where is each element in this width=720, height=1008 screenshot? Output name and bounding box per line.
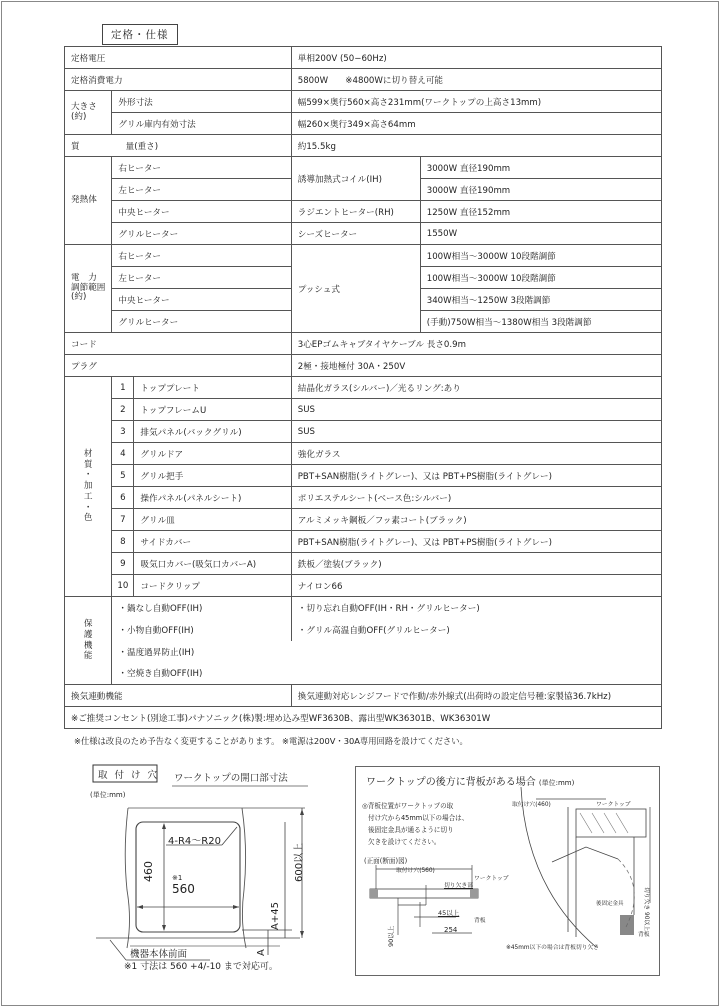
worktop-hatch <box>370 889 378 898</box>
protection-group-label: 保 護 機 能 <box>65 597 112 685</box>
backboard-title <box>366 773 574 788</box>
overall-dim-label: 600以上 <box>294 842 305 882</box>
power-range-label: 中央ヒーター <box>112 289 291 311</box>
table-row <box>65 465 662 487</box>
protection-item <box>291 641 661 663</box>
table-row <box>65 531 662 553</box>
cutout-title: ワークトップの開口部寸法 <box>174 773 288 784</box>
weight-label <box>65 135 292 157</box>
size-label: 外形寸法 <box>112 91 291 113</box>
material-label: トッププレート <box>134 377 291 399</box>
protection-item: ・グリル高温自動OFF(グリルヒーター) <box>291 619 661 641</box>
heater-value: 1250W 直径152mm <box>420 201 661 223</box>
table-row <box>65 597 662 619</box>
heater-type: 誘導加熱式コイル(IH) <box>291 157 420 201</box>
cutout-note: ※1 寸法は 560 +4/-10 まで対応可。 <box>124 962 278 972</box>
cord-value: 3心EPゴムキャブタイヤケーブル 長さ0.9m <box>291 333 661 355</box>
materials-group-label: 材 質 ・ 加 工 ・ 色 <box>65 377 112 597</box>
table-row <box>65 399 662 421</box>
material-value: 強化ガラス <box>291 443 661 465</box>
table-row <box>65 377 662 399</box>
table-row <box>65 663 662 685</box>
table-row <box>65 245 662 267</box>
power-range-line3: (約) <box>71 292 87 303</box>
table-row <box>65 553 662 575</box>
worktop-label-side: ワークトップ <box>596 802 631 808</box>
power-range-value: 100W相当〜3000W 10段階調節 <box>420 245 661 267</box>
weight-value: 約15.5kg <box>291 135 661 157</box>
hole-460-label: 取付け穴(460) <box>512 802 551 808</box>
heater-group-label: 発熱体 <box>65 157 112 245</box>
table-row <box>65 685 662 707</box>
backboard-label-front: 背板 <box>474 918 486 924</box>
material-label: サイドカバー <box>134 531 291 553</box>
table-row <box>65 509 662 531</box>
material-no: 10 <box>112 575 134 597</box>
protection-item <box>291 663 661 685</box>
backboard-title-text: ワークトップの後方に背板がある場合 <box>366 777 536 788</box>
note-line: 後固定金具が通るように切り <box>368 826 454 834</box>
section-title: 定格・仕様 <box>102 24 178 45</box>
heater-label: 右ヒーター <box>112 157 291 179</box>
material-value: 結晶化ガラス(シルバー)／光るリング:あり <box>291 377 661 399</box>
worktop-hatch <box>580 813 628 833</box>
table-row <box>65 707 662 729</box>
heater-label: 左ヒーター <box>112 179 291 201</box>
size-label: グリル庫内有効寸法 <box>112 113 291 135</box>
heater-label: 中央ヒーター <box>112 201 291 223</box>
material-no: 4 <box>112 443 134 465</box>
worktop-edge-left <box>125 808 129 948</box>
hole-560-label: 取付け穴(560) <box>396 868 435 874</box>
table-row <box>65 619 662 641</box>
size-value: 幅260×奥行349×高さ64mm <box>291 113 661 135</box>
power-range-line2: 調節範囲 <box>71 282 106 293</box>
depth-label: 460 <box>142 861 155 882</box>
table-row <box>65 201 662 223</box>
front-label: 機器本体前面 <box>130 949 188 960</box>
protection-item: ・小物自動OFF(IH) <box>112 619 291 641</box>
arrow-icon <box>162 823 166 829</box>
material-no: 3 <box>112 421 134 443</box>
material-no: 7 <box>112 509 134 531</box>
arrow-icon <box>137 905 143 909</box>
protection-item: ・空焼き自動OFF(IH) <box>112 663 291 685</box>
arrow-icon <box>233 905 239 909</box>
material-label: グリル把手 <box>134 465 291 487</box>
table-row <box>65 223 662 245</box>
corner-radius-label: 4-R4〜R20 <box>168 836 221 847</box>
arrow-icon <box>300 931 304 937</box>
material-value: 鉄板／塗装(ブラック) <box>291 553 661 575</box>
material-label: グリル皿 <box>134 509 291 531</box>
radius-leader <box>222 827 237 845</box>
heater-value: 3000W 直径190mm <box>420 157 661 179</box>
material-label: グリルドア <box>134 443 291 465</box>
heater-type: ラジエントヒーター(RH) <box>291 201 420 223</box>
material-value: アルミメッキ鋼板／フッ素コート(ブラック) <box>291 509 661 531</box>
plug-label: プラグ <box>65 355 292 377</box>
table-row <box>65 47 662 69</box>
material-no: 1 <box>112 377 134 399</box>
power-range-value: 340W相当〜1250W 3段階調節 <box>420 289 661 311</box>
material-value: PBT+SAN樹脂(ライトグレー)、又は PBT+PS樹脂(ライトグレー) <box>291 531 661 553</box>
material-value: ポリエステルシート(ベース色:シルバー) <box>291 487 661 509</box>
power-range-value: 100W相当〜3000W 10段階調節 <box>420 267 661 289</box>
table-row <box>65 487 662 509</box>
material-value: SUS <box>291 421 661 443</box>
backboard-unit: (単位:mm) <box>538 779 575 787</box>
front-leader <box>110 940 126 960</box>
power-range-group-label <box>65 245 112 333</box>
note-line: ◎背板位置がワークトップの取 <box>362 802 454 810</box>
rated-voltage-value: 単相200V (50−60Hz) <box>291 47 661 69</box>
worktop-section <box>370 889 478 898</box>
note-line: 欠きを設けてください。 <box>368 838 441 846</box>
ventilation-value: 換気連動対応レンジフードで作動/赤外線式(出荷時の設定信号種:家製協36.7kHz) <box>291 685 661 707</box>
cutout-diagram <box>60 760 340 970</box>
cutout-title-box-text: 取 付 け 穴 <box>98 770 160 781</box>
footnote: ※仕様は改良のため予告なく変更することがあります。 ※電源は200V・30A専用回路を設けてください。 <box>74 736 468 746</box>
notch-90-label: 切り欠き 90以上 <box>643 887 649 932</box>
front-view-label: (正面(断面)図) <box>364 857 408 865</box>
material-label: トップフレームU <box>134 399 291 421</box>
material-label: 吸気口カバー(吸気口カバーA) <box>134 553 291 575</box>
cord-label: コード <box>65 333 292 355</box>
table-row <box>65 135 662 157</box>
table-row <box>65 333 662 355</box>
rated-voltage-label: 定格電圧 <box>65 47 292 69</box>
rated-power-value: 5800W ※4800Wに切り替え可能 <box>291 69 661 91</box>
material-no: 5 <box>112 465 134 487</box>
bracket-shape <box>552 847 618 862</box>
table-row <box>65 69 662 91</box>
plug-value: 2極・接地極付 30A・250V <box>291 355 661 377</box>
material-no: 9 <box>112 553 134 575</box>
side-dim-label: A+45 <box>270 902 281 930</box>
bracket-label: 後固定金具 <box>596 901 624 907</box>
spec-table <box>64 46 662 729</box>
table-row <box>65 421 662 443</box>
rated-power-label: 定格消費電力 <box>65 69 292 91</box>
worktop-edge-right <box>242 808 246 948</box>
material-no: 2 <box>112 399 134 421</box>
material-value: SUS <box>291 399 661 421</box>
min90-label: 90以上 <box>387 925 395 947</box>
power-range-label: グリルヒーター <box>112 311 291 333</box>
table-row <box>65 641 662 663</box>
power-range-value: (手動)750W相当〜1380W相当 3段階調節 <box>420 311 661 333</box>
weight-label-a: 質 <box>71 141 80 152</box>
material-no: 8 <box>112 531 134 553</box>
bottom-note: ※45mm以下の場合は背板切り欠き <box>506 945 600 951</box>
heater-label: グリルヒーター <box>112 223 291 245</box>
heater-type: シーズヒーター <box>291 223 420 245</box>
table-row <box>65 443 662 465</box>
unit-body-curve <box>521 787 596 947</box>
power-range-line1: 電 力 <box>71 272 97 283</box>
worktop-hatch <box>470 889 478 898</box>
power-range-type: プッシュ式 <box>291 245 420 333</box>
power-range-label: 左ヒーター <box>112 267 291 289</box>
material-no: 6 <box>112 487 134 509</box>
a-label: A <box>256 949 267 956</box>
backboard-diagram <box>355 766 660 976</box>
backboard-label-side: 背板 <box>638 932 650 938</box>
worktop-side <box>576 809 646 837</box>
table-row <box>65 575 662 597</box>
table-row <box>65 157 662 179</box>
material-value: ナイロン66 <box>291 575 661 597</box>
weight-label-b: 量(重さ) <box>125 141 159 152</box>
material-label: 排気パネル(バックグリル) <box>134 421 291 443</box>
material-label: 操作パネル(パネルシート) <box>134 487 291 509</box>
outlet-note: ※ご推奨コンセント(別途工事)パナソニック(株)製:埋め込み型WF3630B、露出型WK36301B、WK36301W <box>65 707 662 729</box>
heater-value: 1550W <box>420 223 661 245</box>
heater-value: 3000W 直径190mm <box>420 179 661 201</box>
size-group-label: 大きさ (約) <box>65 91 112 135</box>
protection-item: ・切り忘れ自動OFF(IH・RH・グリルヒーター) <box>291 597 661 619</box>
width-label: 560 <box>172 882 195 896</box>
material-value: PBT+SAN樹脂(ライトグレー)、又は PBT+PS樹脂(ライトグレー) <box>291 465 661 487</box>
size-value: 幅599×奥行560×高さ231mm(ワークトップの上高さ13mm) <box>291 91 661 113</box>
arrow-icon <box>300 809 304 815</box>
note-line: 付け穴から45mm以下の場合は、 <box>368 814 469 822</box>
min45-label: 45以上 <box>438 909 460 917</box>
power-range-label: 右ヒーター <box>112 245 291 267</box>
protection-item: ・温度過昇防止(IH) <box>112 641 291 663</box>
worktop-label-front: ワークトップ <box>474 876 509 882</box>
material-label: コードクリップ <box>134 575 291 597</box>
protection-item: ・鍋なし自動OFF(IH) <box>112 597 291 619</box>
table-row <box>65 355 662 377</box>
table-row <box>65 91 662 113</box>
ventilation-label: 換気連動機能 <box>65 685 292 707</box>
backboard-note <box>362 800 468 848</box>
table-row <box>65 113 662 135</box>
width-mark: ※1 <box>172 874 183 882</box>
dim-254-label: 254 <box>444 926 458 934</box>
cutout-unit: (単位:mm) <box>90 791 126 799</box>
arrow-icon <box>162 925 166 931</box>
notch-label: 切り欠き部 <box>444 883 473 889</box>
